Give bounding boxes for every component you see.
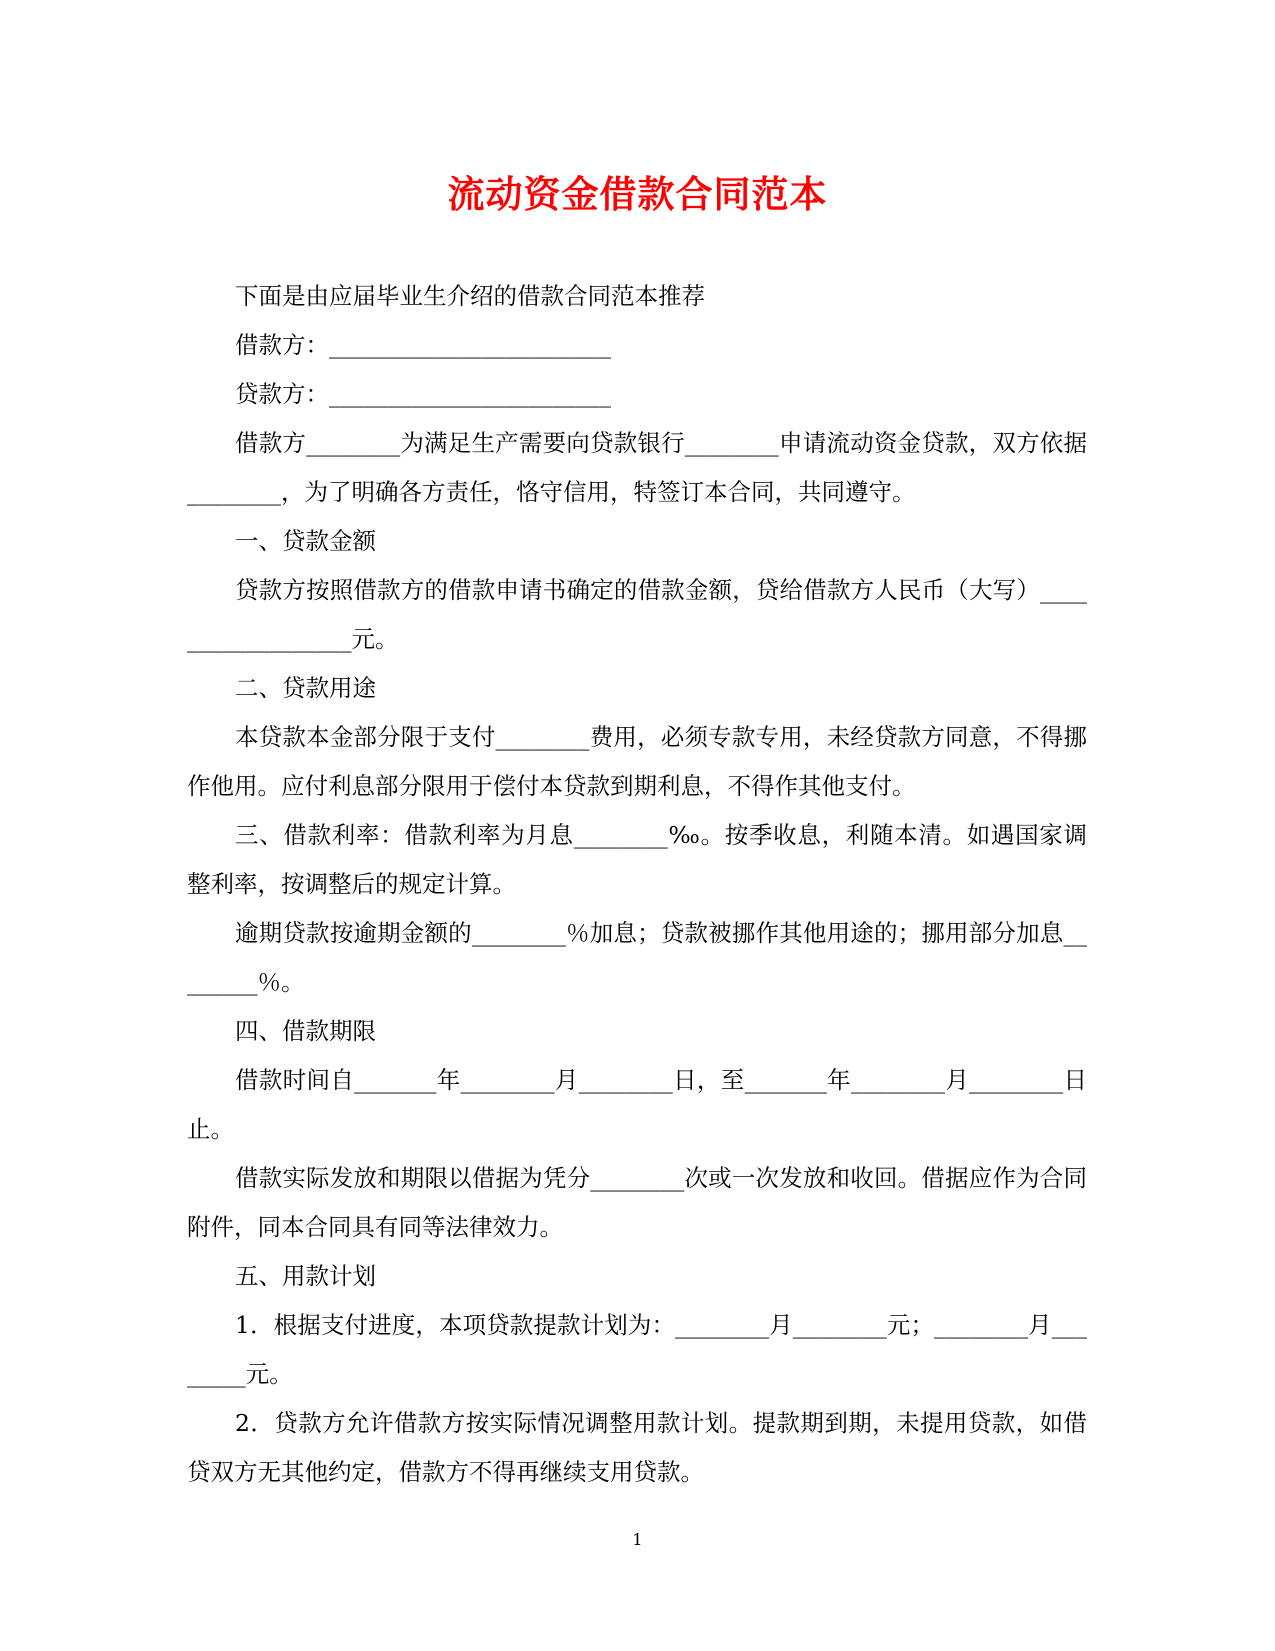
loan-term-paragraph: 借款时间自_______年________月________日，至_______年________月________日止。 xyxy=(187,1066,1087,1143)
usage-plan-item-1: 1．根据支付进度，本项贷款提款计划为：________月________元；________月________元。 xyxy=(187,1311,1087,1388)
borrower-line: 借款方：________________________ xyxy=(235,331,611,359)
usage-plan-item-2: 2．贷款方允许借款方按实际情况调整用款计划。提款期到期，未提用贷款，如借贷双方无其他约定，借款方不得再继续支用贷款。 xyxy=(187,1409,1087,1486)
page-number: 1 xyxy=(632,1530,643,1549)
section-heading-loan-purpose: 二、贷款用途 xyxy=(235,674,376,702)
document-body xyxy=(187,272,1087,1497)
intro-paragraph: 下面是由应届毕业生介绍的借款合同范本推荐 xyxy=(235,282,705,310)
section-heading-usage-plan: 五、用款计划 xyxy=(235,1262,376,1290)
loan-purpose-paragraph: 本贷款本金部分限于支付________费用，必须专款专用，未经贷款方同意，不得挪作他用。应付利息部分限用于偿付本贷款到期利息，不得作其他支付。 xyxy=(187,723,1087,800)
section-heading-loan-term: 四、借款期限 xyxy=(235,1017,376,1045)
lender-line: 贷款方：________________________ xyxy=(235,380,611,408)
overdue-interest-paragraph: 逾期贷款按逾期金额的________％加息；贷款被挪作其他用途的；挪用部分加息________％。 xyxy=(187,919,1087,996)
interest-rate-paragraph: 三、借款利率：借款利率为月息________‰。按季收息，利随本清。如遇国家调整利率，按调整后的规定计算。 xyxy=(187,821,1087,898)
section-heading-loan-amount: 一、贷款金额 xyxy=(235,527,376,555)
loan-amount-paragraph: 贷款方按照借款方的借款申请书确定的借款金额，贷给借款方人民币（大写）__________________元。 xyxy=(187,576,1087,653)
document-title: 流动资金借款合同范本 xyxy=(447,172,828,216)
disbursement-paragraph: 借款实际发放和期限以借据为凭分________次或一次发放和收回。借据应作为合同附件，同本合同具有同等法律效力。 xyxy=(187,1164,1087,1241)
preamble-paragraph: 借款方________为满足生产需要向贷款银行________申请流动资金贷款，双方依据________，为了明确各方责任，恪守信用，特签订本合同，共同遵守。 xyxy=(187,429,1087,506)
